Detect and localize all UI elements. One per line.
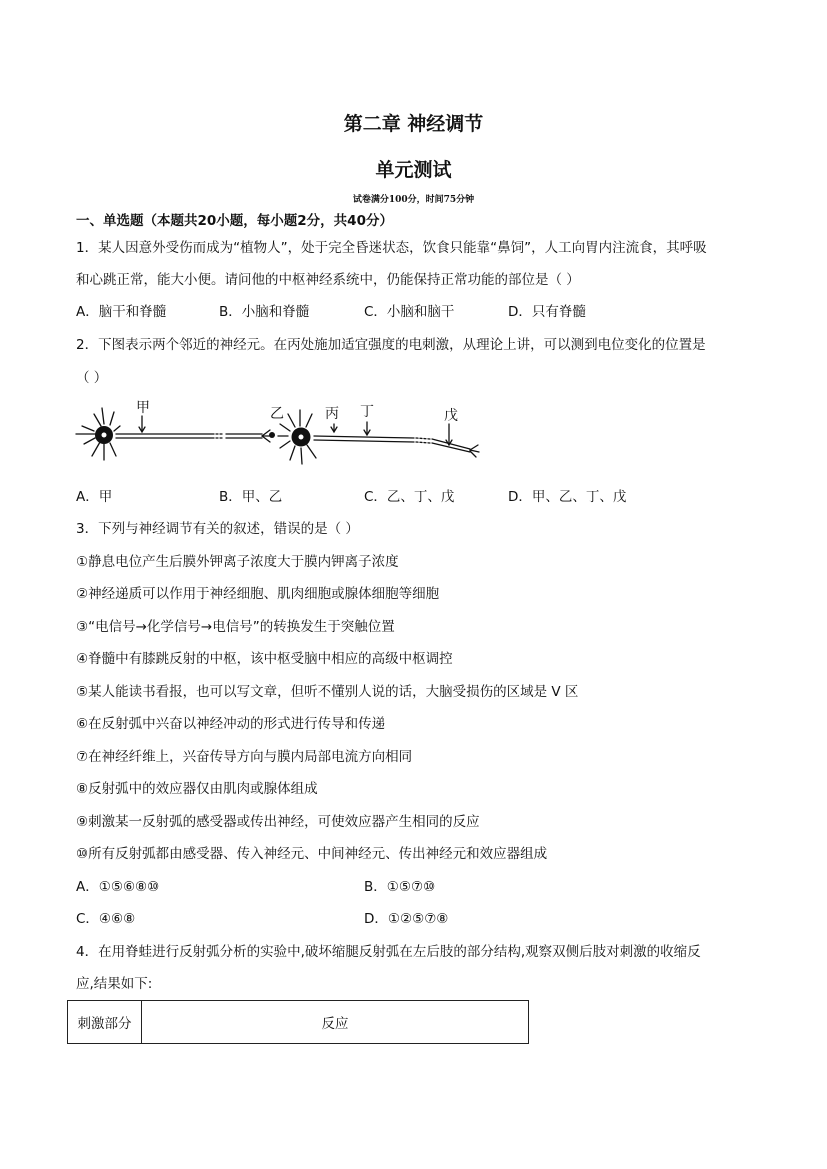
q3-item: ⑥在反射弧中兴奋以神经冲动的形式进行传导和传递 bbox=[76, 716, 386, 732]
q2-option-d: D．甲、乙、丁、戊 bbox=[508, 489, 627, 505]
q3-item: ②神经递质可以作用于神经细胞、肌肉细胞或腺体细胞等细胞 bbox=[76, 586, 440, 602]
q3-item: ⑩所有反射弧都由感受器、传入神经元、中间神经元、传出神经元和效应器组成 bbox=[76, 846, 548, 862]
q3-option-d: D．①②⑤⑦⑧ bbox=[364, 911, 449, 927]
q3-item: ③“电信号→化学信号→电信号”的转换发生于突触位置 bbox=[76, 619, 395, 635]
q3-item: ⑦在神经纤维上，兴奋传导方向与膜内局部电流方向相同 bbox=[76, 749, 413, 765]
table-header-response: 反应 bbox=[142, 1001, 529, 1044]
q4-line2: 应,结果如下: bbox=[76, 976, 153, 992]
q3-stem: 3．下列与神经调节有关的叙述，错误的是（ ） bbox=[76, 521, 359, 537]
label-jia: 甲 bbox=[136, 400, 150, 416]
table-row bbox=[68, 1001, 529, 1044]
q4-line1: 4．在用脊蛙进行反射弧分析的实验中,破坏缩腿反射弧在左后肢的部分结构,观察双侧后肢对刺激的收缩反 bbox=[76, 944, 701, 960]
result-table bbox=[67, 1000, 529, 1044]
q3-item: ⑧反射弧中的效应器仅由肌肉或腺体组成 bbox=[76, 781, 318, 797]
q3-option-a: A．①⑤⑥⑧⑩ bbox=[76, 879, 160, 895]
q3-option-b: B．①⑤⑦⑩ bbox=[364, 879, 436, 895]
q3-item: ④脊髓中有膝跳反射的中枢，该中枢受脑中相应的高级中枢调控 bbox=[76, 651, 453, 667]
q1-option-a: A．脑干和脊髓 bbox=[76, 304, 167, 320]
table-header-stimulus: 刺激部分 bbox=[68, 1001, 142, 1044]
q1-line1: 1．某人因意外受伤而成为“植物人”，处于完全昏迷状态，饮食只能靠“鼻饲”，人工向胃内注流食，其呼吸 bbox=[76, 240, 707, 256]
q2-option-a: A．甲 bbox=[76, 489, 113, 505]
q3-item: ①静息电位产生后膜外钾离子浓度大于膜内钾离子浓度 bbox=[76, 554, 399, 570]
label-ding: 丁 bbox=[360, 404, 374, 420]
label-yi: 乙 bbox=[270, 406, 284, 422]
q2-option-c: C．乙、丁、戊 bbox=[364, 489, 455, 505]
q3-option-c: C．④⑥⑧ bbox=[76, 911, 136, 927]
q1-option-c: C．小脑和脑干 bbox=[364, 304, 455, 320]
label-bing: 丙 bbox=[325, 406, 339, 422]
label-wu: 戊 bbox=[444, 408, 458, 424]
page-title: 第二章 神经调节 bbox=[343, 113, 484, 135]
q2-option-b: B．甲、乙 bbox=[219, 489, 283, 505]
neuron-figure bbox=[74, 398, 484, 468]
q3-item: ⑤某人能读书看报，也可以写文章，但听不懂别人说的话，大脑受损伤的区域是 V 区 bbox=[76, 684, 579, 700]
q2-line2: （ ） bbox=[76, 370, 108, 386]
q1-option-d: D．只有脊髓 bbox=[508, 304, 586, 320]
section-heading: 一、单选题（本题共20小题，每小题2分，共40分） bbox=[76, 213, 393, 229]
q1-option-b: B．小脑和脊髓 bbox=[219, 304, 310, 320]
q1-line2: 和心跳正常，能大小便。请问他的中枢神经系统中，仍能保持正常功能的部位是（ ） bbox=[76, 272, 580, 288]
page-subtitle: 单元测试 bbox=[375, 159, 452, 181]
q2-line1: 2．下图表示两个邻近的神经元。在丙处施加适宜强度的电刺激，从理论上讲，可以测到电位变化的位置是 bbox=[76, 337, 706, 353]
exam-note: 试卷满分100分，时间75分钟 bbox=[352, 195, 475, 205]
q3-item: ⑨刺激某一反射弧的感受器或传出神经，可使效应器产生相同的反应 bbox=[76, 814, 480, 830]
